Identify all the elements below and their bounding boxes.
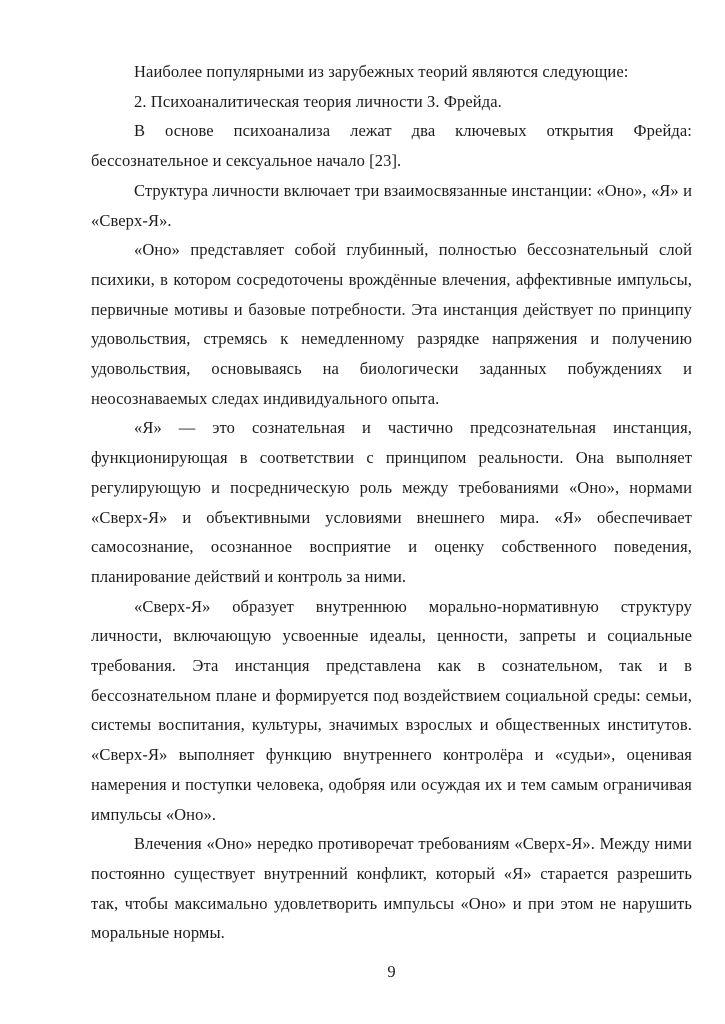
document-body [91, 57, 692, 948]
paragraph: Наиболее популярными из зарубежных теорий являются следующие: [134, 62, 629, 81]
paragraph: «Я» — это сознательная и частично предсознательная инстанция, функционирующая в соответствии с принципом реальности. Она выполняет регулирующую и посредническую роль между требованиями «Оно», нормами «Сверх-Я» и объективными условиями внешнего мира. «Я» обеспечивает самосознание, осознанное восприятие и оценку собственного поведения, планирование действий и контроль за ними. [91, 418, 692, 586]
paragraph: Структура личности включает три взаимосвязанные инстанции: «Оно», «Я» и «Сверх-Я». [91, 180, 692, 230]
paragraph: «Оно» представляет собой глубинный, полностью бессознательный слой психики, в котором сосредоточены врождённые влечения, аффективные импульсы, первичные мотивы и базовые потребности. Эта инстанция действует по принципу удовольствия, стремясь к немедленному разрядке напряжения и получению удовольствия, основываясь на биологически заданных побуждениях и неосознаваемых следах индивидуального опыта. [91, 240, 692, 408]
paragraph: 2. Психоаналитическая теория личности З. Фрейда. [134, 91, 502, 111]
paragraph: В основе психоанализа лежат два ключевых открытия Фрейда: бессознательное и сексуальное начало [23]. [91, 121, 692, 171]
paragraph: «Сверх-Я» образует внутреннюю морально-нормативную структуру личности, включающую усвоенные идеалы, ценности, запреты и социальные требования. Эта инстанция представлена как в сознательном, так и в бессознательном плане и формируется под воздействием социальной среды: семьи, системы воспитания, культуры, значимых взрослых и общественных институтов. «Сверх-Я» выполняет функцию внутреннего контролёра и «судьи», оценивая намерения и поступки человека, одобряя или осуждая их и тем самым ограничивая импульсы «Оно». [91, 596, 692, 824]
paragraph: Влечения «Оно» нередко противоречат требованиям «Сверх-Я». Между ними постоянно существует внутренний конфликт, который «Я» старается разрешить так, чтобы максимально удовлетворить импульсы «Оно» и при этом не нарушить моральные нормы. [91, 834, 692, 943]
page-number: 9 [387, 962, 396, 981]
